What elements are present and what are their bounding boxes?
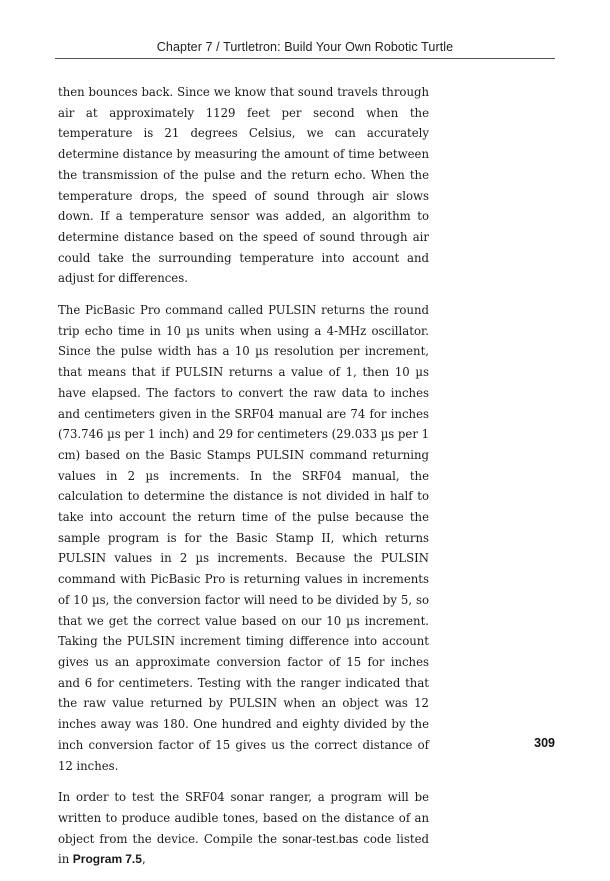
program-reference: Program 7.5 xyxy=(72,852,142,867)
paragraph-2: The PicBasic Pro command called PULSIN returns the round trip echo time in 10 µs units when using a 4-MHz oscillator. Since the pulse width has a 10 µs resolution per increment, that means that if PULSIN returns a value of 1, then 10 µs have elapsed. The factors to convert the raw data to inches and centimeters given in the SRF04 manual are 74 for inches (73.746 µs per 1 inch) and 29 for centimeters (29.033 µs per 1 cm) based on the Basic Stamps PULSIN command returning values in 2 µs increments. In the SRF04 manual, the calculation to determine the distance is not divided in half to take into account the return time of the pulse because the sample program is for the Basic Stamp II, which returns PULSIN values in 2 µs increments. Because the PULSIN command with PicBasic Pro is returning values in increments of 10 µs, the conversion factor will need to be divided by 5, so that we get the correct value based on our 10 µs increment. Taking the PULSIN increment timing difference into account gives us an approximate conversion factor of 15 for inches and 6 for centimeters. Testing with the ranger indicated that the raw value returned by PULSIN when an object was 12 inches away was 180. One hundred and eighty divided by the inch conversion factor of 15 gives us the correct distance of 12 inches. xyxy=(58,303,429,773)
code-filename: sonar-test.bas xyxy=(282,831,359,846)
paragraph-1: then bounces back. Since we know that sound travels through air at approximately 1129 feet per second when the temperature is 21 degrees Celsius, we can accurately determine distance by measuring the amount of time between the transmission of the pulse and the return echo. When the temperature drops, the speed of sound through air slows down. If a temperature sensor was added, an algorithm to determine distance based on the speed of sound through air could take the surrounding temperature into account and adjust for differences. xyxy=(58,85,429,286)
page-number: 309 xyxy=(534,736,555,750)
running-header: Chapter 7 / Turtletron: Build Your Own Robotic Turtle xyxy=(156,40,454,54)
page-body xyxy=(58,82,429,881)
paragraph-3-text-b: code listed in xyxy=(58,831,429,867)
paragraph-3-text-a: In order to test the SRF04 sonar ranger, a program will be written to produce audible tones, based on the distance of an object from the device. Compile the xyxy=(58,790,429,846)
header-rule xyxy=(55,58,555,59)
paragraph-3-text-c: , xyxy=(141,852,146,867)
